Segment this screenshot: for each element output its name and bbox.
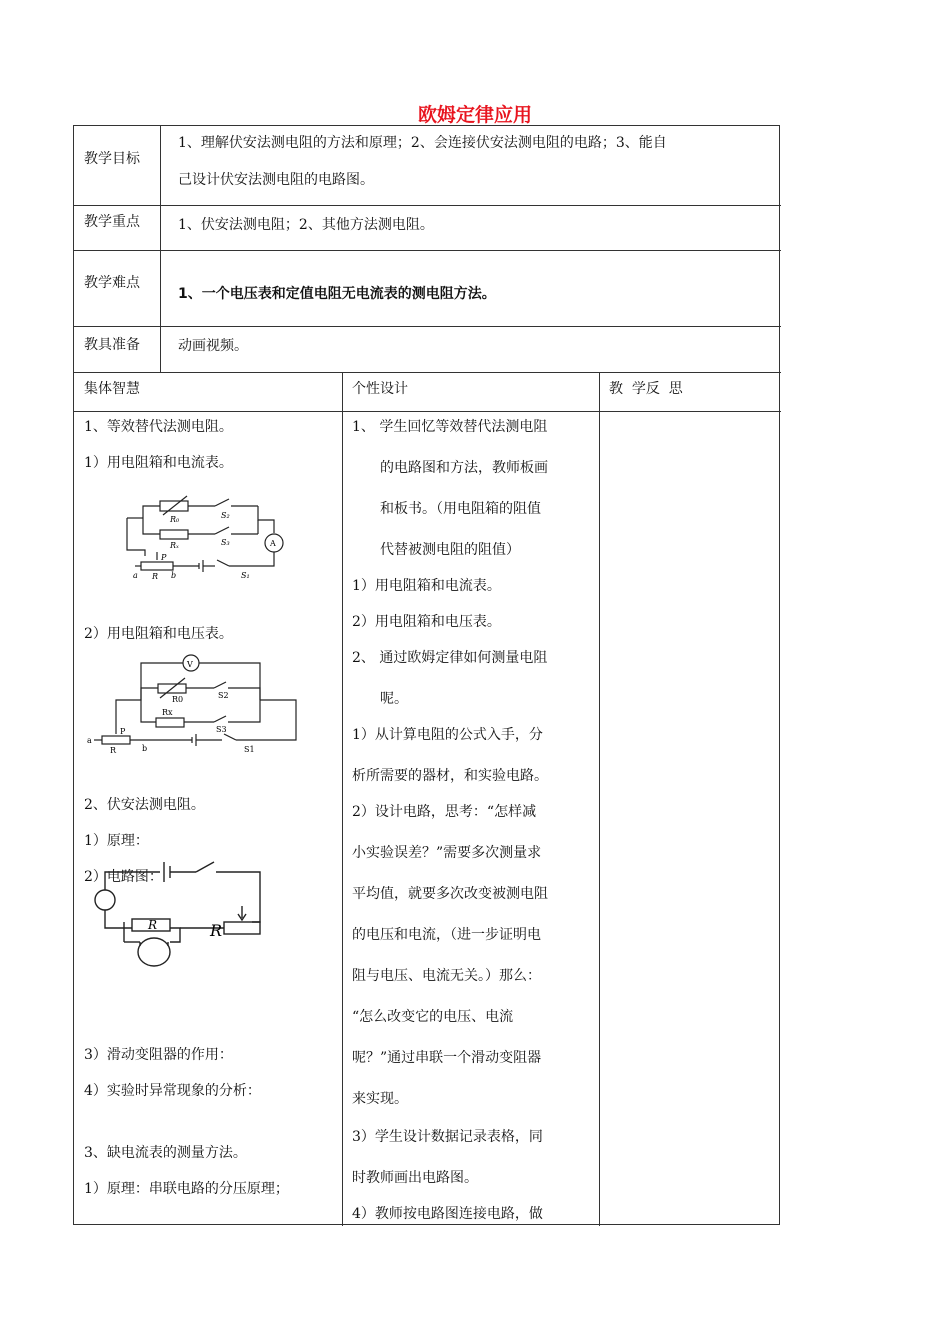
objective-label: 教学目标 bbox=[84, 151, 140, 167]
col2-line-7: 2、 通过欧姆定律如何测量电阻 bbox=[352, 650, 548, 666]
d1-label-p: P bbox=[161, 553, 167, 562]
col2-line-19: 3）学生设计数据记录表格，同 bbox=[352, 1129, 543, 1145]
d1-label-r: R bbox=[152, 572, 159, 581]
d3-label-r-var: R bbox=[210, 921, 223, 940]
col1-line-3: 2）用电阻箱和电压表。 bbox=[84, 626, 233, 642]
col2-line-4: 代替被测电阻的阻值） bbox=[380, 542, 520, 558]
col2-line-9: 1）从计算电阻的公式入手，分 bbox=[352, 727, 543, 743]
d1-label-rx: Rₓ bbox=[170, 541, 179, 550]
objective-line-2: 己设计伏安法测电阻的电路图。 bbox=[178, 172, 374, 188]
circuit-diagram-ammeter bbox=[125, 490, 295, 582]
key-points-text: 1、伏安法测电阻；2、其他方法测电阻。 bbox=[178, 217, 434, 233]
d1-label-b: b bbox=[171, 571, 177, 580]
d2-label-s3: S3 bbox=[216, 725, 227, 734]
d1-label-s2: S₂ bbox=[221, 511, 230, 520]
col2-line-11: 2）设计电路，思考：“怎样减 bbox=[352, 804, 537, 820]
col2-line-3: 和板书。（用电阻箱的阻值 bbox=[380, 501, 541, 517]
column-header-personal: 个性设计 bbox=[352, 381, 408, 397]
col1-line-5: 1）原理： bbox=[84, 833, 149, 849]
d1-label-ammeter: A bbox=[270, 539, 276, 548]
d2-label-s1: S1 bbox=[244, 745, 255, 754]
tools-label: 教具准备 bbox=[84, 337, 140, 353]
col1-line-10: 1）原理：串联电路的分压原理； bbox=[84, 1181, 289, 1197]
col2-line-2: 的电路图和方法，教师板画 bbox=[380, 460, 548, 476]
tools-text: 动画视频。 bbox=[178, 338, 248, 354]
circuit-diagram-voltammetry bbox=[88, 858, 264, 970]
col1-line-2: 1）用电阻箱和电流表。 bbox=[84, 455, 233, 471]
difficulty-label: 教学难点 bbox=[84, 275, 140, 291]
key-points-label: 教学重点 bbox=[84, 214, 140, 230]
col2-line-16: “怎么改变它的电压、电流 bbox=[352, 1009, 514, 1025]
column-header-reflection: 教 学反 思 bbox=[609, 381, 683, 397]
difficulty-text: 1、一个电压表和定值电阻无电流表的测电阻方法。 bbox=[178, 286, 496, 302]
col2-line-10: 析所需要的器材，和实验电路。 bbox=[352, 768, 548, 784]
page-title: 欧姆定律应用 bbox=[417, 104, 532, 126]
column-header-collective: 集体智慧 bbox=[84, 381, 140, 397]
d2-label-voltmeter: V bbox=[187, 660, 193, 669]
d1-label-s1: S₁ bbox=[241, 571, 250, 580]
col2-line-13: 平均值，就要多次改变被测电阻 bbox=[352, 886, 548, 902]
col2-line-12: 小实验误差？”需要多次测量求 bbox=[352, 845, 542, 861]
d1-label-s3: S₃ bbox=[221, 538, 230, 547]
d2-label-r0: R0 bbox=[172, 695, 184, 704]
d2-label-a: a bbox=[87, 736, 92, 745]
d2-label-rx: Rx bbox=[162, 708, 173, 717]
col1-line-4: 2、伏安法测电阻。 bbox=[84, 797, 205, 813]
col2-line-6: 2）用电阻箱和电压表。 bbox=[352, 614, 501, 630]
col1-line-6: 2）电路图： bbox=[84, 869, 163, 885]
d2-label-b: b bbox=[142, 744, 148, 753]
col1-line-8: 4）实验时异常现象的分析： bbox=[84, 1083, 261, 1099]
col2-line-8: 呢。 bbox=[380, 691, 408, 707]
objective-line-1: 1、理解伏安法测电阻的方法和原理；2、会连接伏安法测电阻的电路；3、能自 bbox=[178, 135, 667, 151]
col2-line-17: 呢？”通过串联一个滑动变阻器 bbox=[352, 1050, 542, 1066]
col2-line-1: 1、 学生回忆等效替代法测电阻 bbox=[352, 419, 548, 435]
d2-label-s2: S2 bbox=[218, 691, 229, 700]
circuit-diagram-voltmeter bbox=[86, 652, 298, 754]
d1-label-a: a bbox=[133, 571, 138, 580]
d2-label-p: P bbox=[120, 727, 126, 736]
col2-line-15: 阻与电压、电流无关。）那么： bbox=[352, 968, 541, 984]
col2-line-5: 1）用电阻箱和电流表。 bbox=[352, 578, 501, 594]
col2-line-20: 时教师画出电路图。 bbox=[352, 1170, 478, 1186]
col2-line-21: 4）教师按电路图连接电路，做 bbox=[352, 1206, 543, 1222]
d1-label-r0: R₀ bbox=[170, 515, 180, 524]
d2-label-r: R bbox=[110, 746, 117, 754]
col1-line-7: 3）滑动变阻器的作用： bbox=[84, 1047, 233, 1063]
col1-line-9: 3、缺电流表的测量方法。 bbox=[84, 1145, 247, 1161]
col1-line-1: 1、等效替代法测电阻。 bbox=[84, 419, 233, 435]
col2-line-14: 的电压和电流，（进一步证明电 bbox=[352, 927, 541, 943]
col2-line-18: 来实现。 bbox=[352, 1091, 408, 1107]
d3-label-r: R bbox=[148, 918, 158, 932]
